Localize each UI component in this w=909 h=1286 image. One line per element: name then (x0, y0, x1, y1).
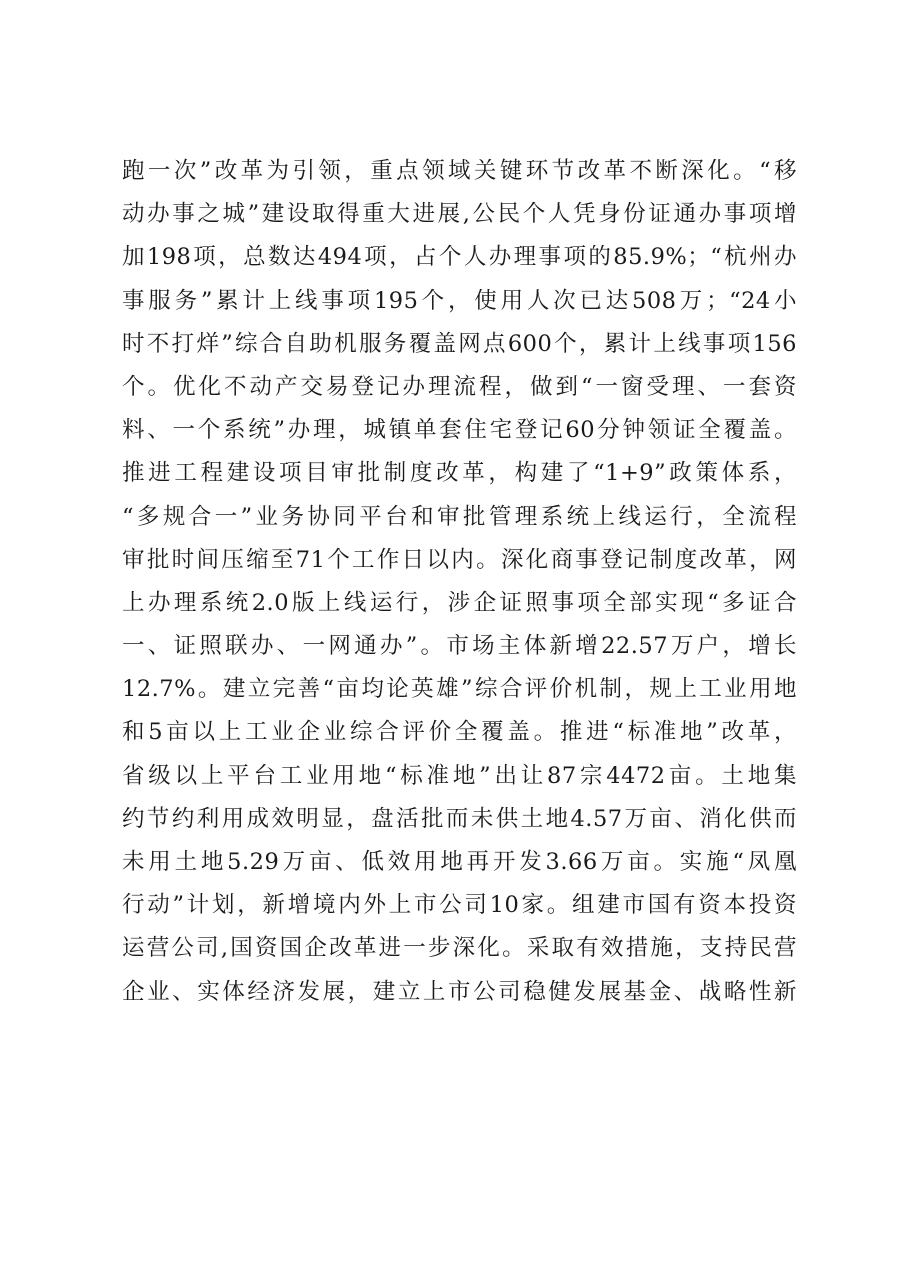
text-line-10: 审批时间压缩至71个工作日以内。深化商事登记制度改革，网 (122, 546, 797, 573)
text-line-8: 推进工程建设项目审批制度改革，构建了“1+9”政策体系， (122, 460, 797, 487)
text-line-1: 跑一次”改革为引领，重点领域关键环节改革不断深化。“移 (122, 158, 797, 184)
text-line-2: 动办事之城”建设取得重大进展,公民个人凭身份证通办事项增 (122, 201, 797, 228)
text-line-9: “多规合一”业务协同平台和审批管理系统上线运行，全流程 (122, 503, 797, 530)
text-line-13: 12.7%。建立完善“亩均论英雄”综合评价机制，规上工业用地 (122, 676, 797, 703)
text-line-15: 省级以上平台工业用地“标准地”出让87宗4472亩。土地集 (122, 762, 797, 789)
text-line-19: 运营公司,国资国企改革进一步深化。采取有效措施，支持民营 (122, 935, 797, 962)
text-line-5: 时不打烊”综合自助机服务覆盖网点600个，累计上线事项156 (122, 330, 797, 357)
text-line-6: 个。优化不动产交易登记办理流程，做到“一窗受理、一套资 (122, 373, 797, 400)
body-paragraph (122, 150, 797, 1014)
text-line-14: 和5亩以上工业企业综合评价全覆盖。推进“标准地”改革， (122, 719, 797, 746)
text-line-17: 未用土地5.29万亩、低效用地再开发3.66万亩。实施“凤凰 (122, 849, 797, 875)
text-line-20: 企业、实体经济发展，建立上市公司稳健发展基金、战略性新 (122, 978, 797, 1005)
text-line-18: 行动”计划，新增境内外上市公司10家。组建市国有资本投资 (122, 892, 797, 919)
text-line-16: 约节约利用成效明显，盘活批而未供土地4.57万亩、消化供而 (122, 805, 797, 832)
text-line-3: 加198项，总数达494项，占个人办理事项的85.9%；“杭州办 (122, 244, 797, 271)
text-line-4: 事服务”累计上线事项195个，使用人次已达508万；“24小 (122, 287, 797, 314)
text-line-12: 一、证照联办、一网通办”。市场主体新增22.57万户，增长 (122, 633, 797, 660)
text-line-11: 上办理系统2.0版上线运行，涉企证照事项全部实现“多证合 (122, 589, 797, 616)
text-line-7: 料、一个系统”办理，城镇单套住宅登记60分钟领证全覆盖。 (122, 417, 797, 444)
